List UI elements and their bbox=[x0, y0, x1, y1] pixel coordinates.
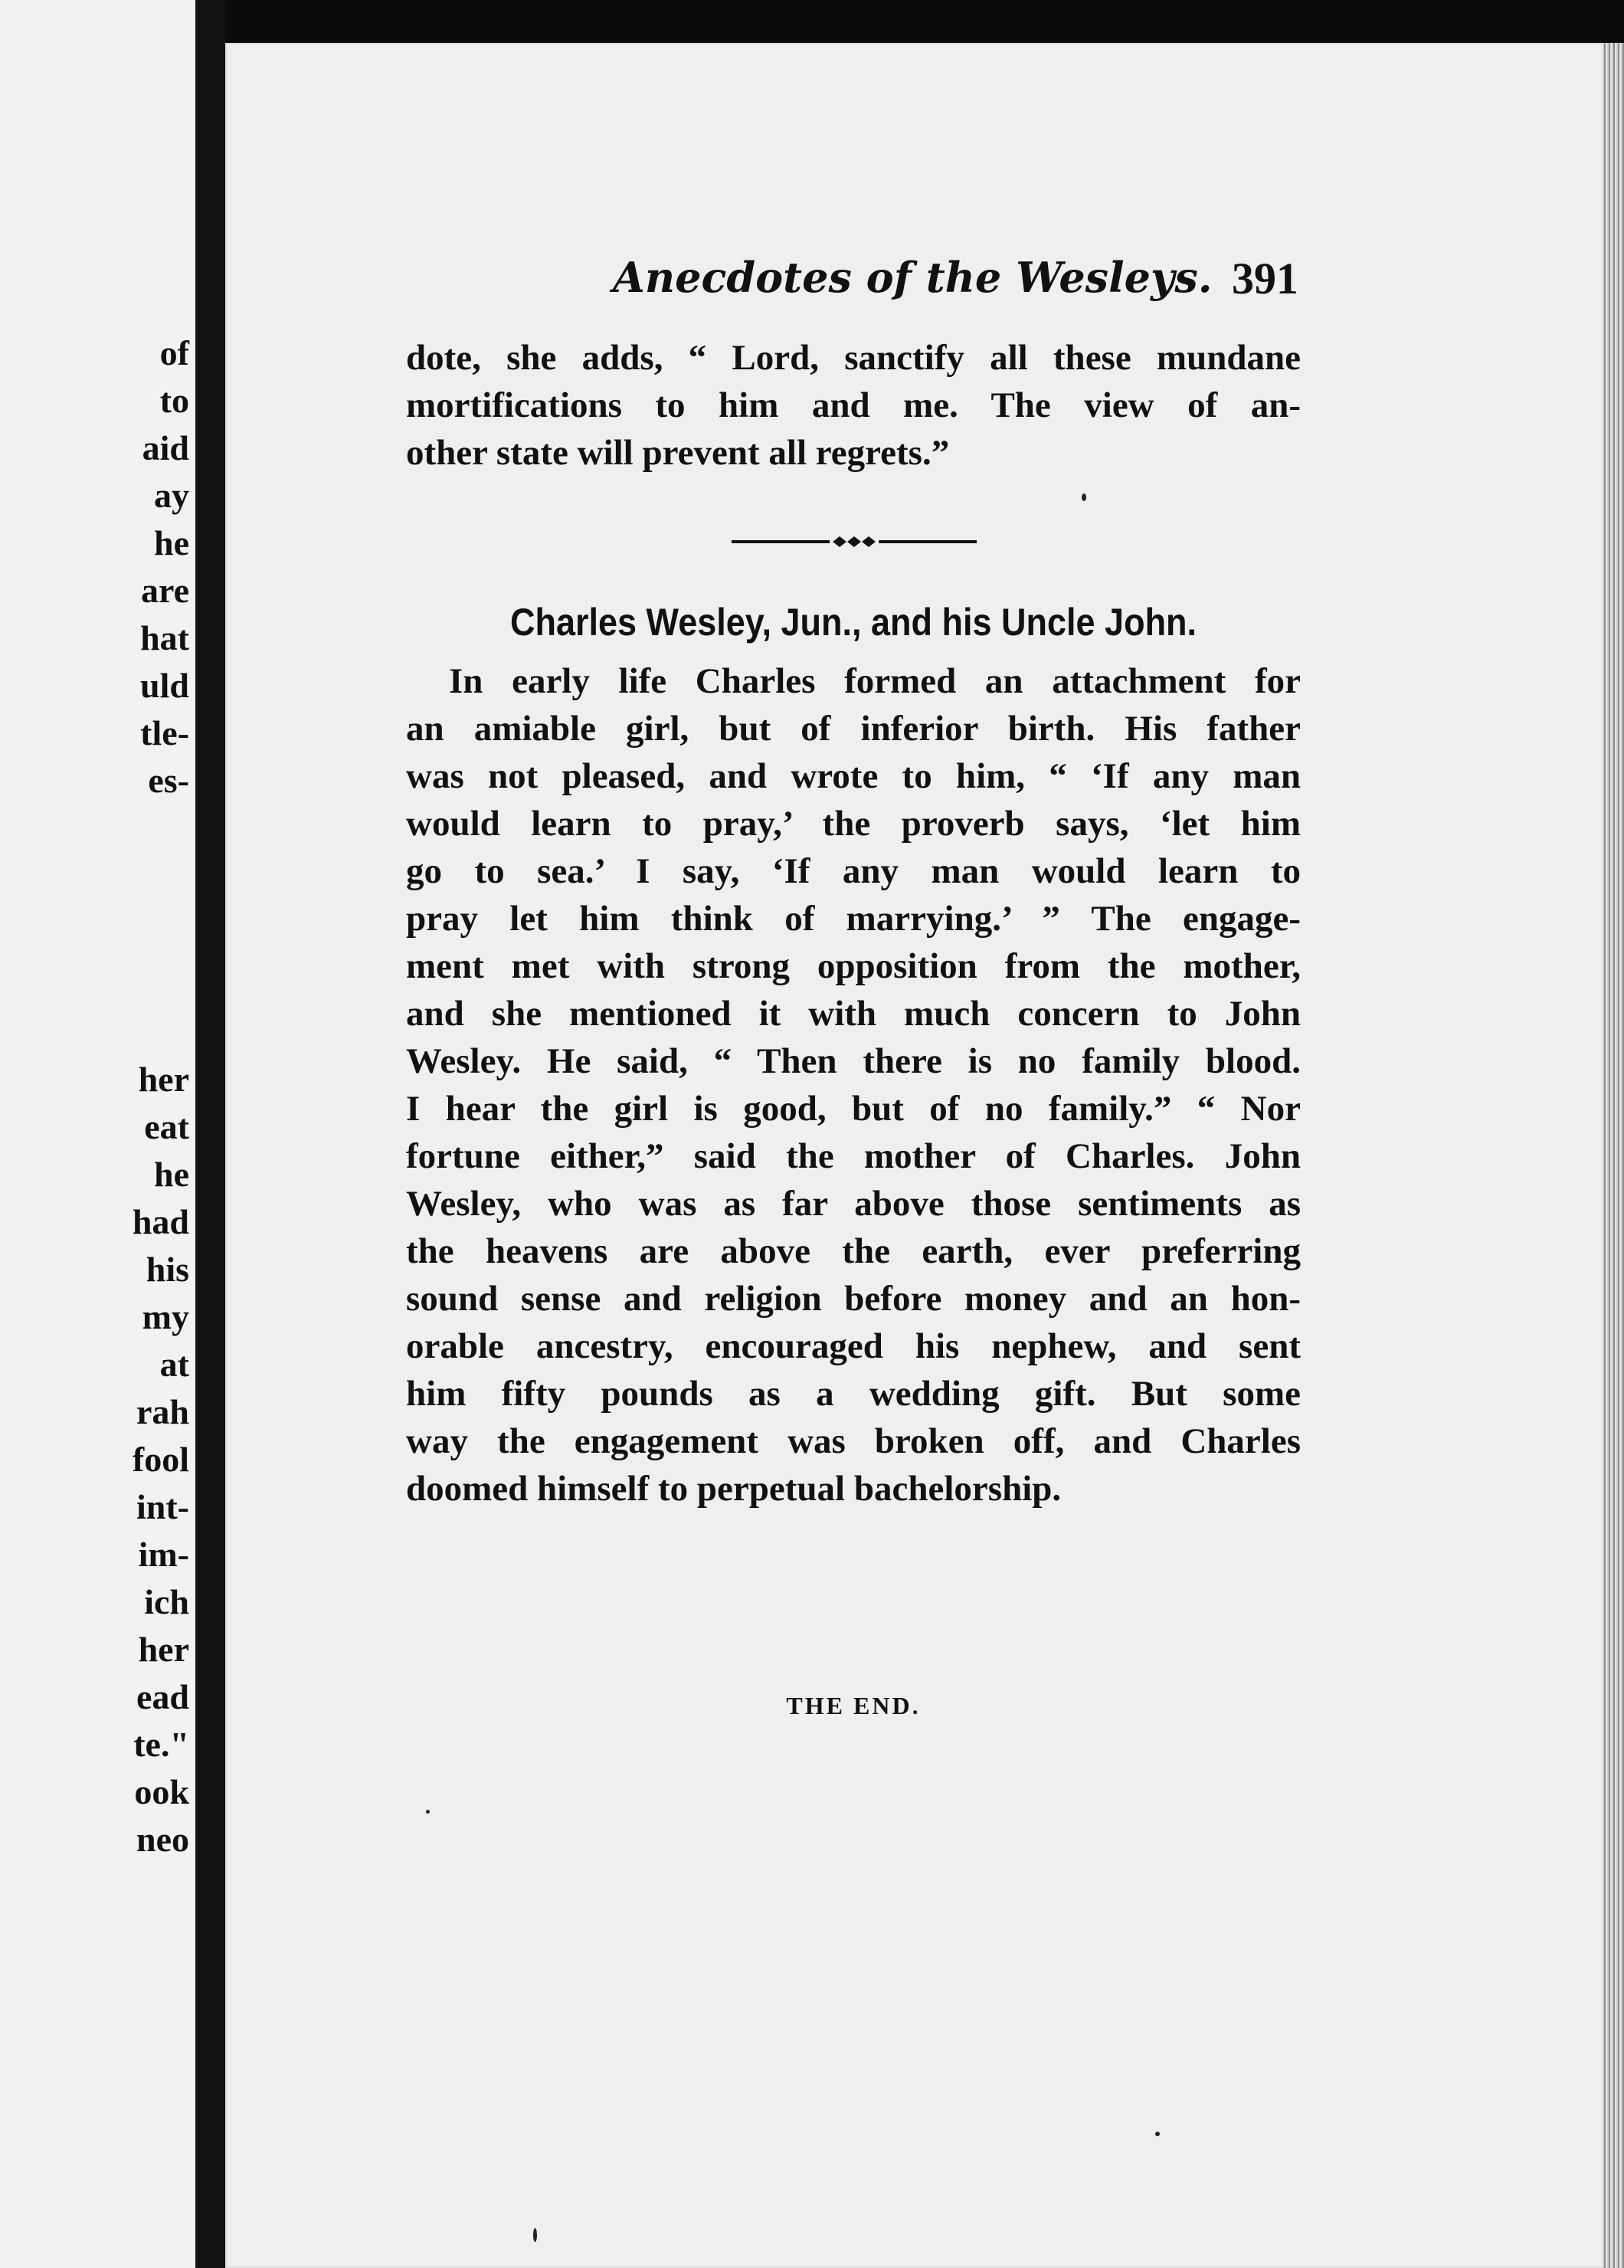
left-page-fragment: ich bbox=[144, 1582, 189, 1621]
the-end: THE END. bbox=[786, 1692, 921, 1719]
left-page-fragment: her bbox=[138, 1630, 189, 1669]
text-line: mortifications to him and me. The view of an- bbox=[406, 385, 1301, 425]
text-line: dote, she adds, “ Lord, sanctify all these mundane bbox=[406, 338, 1301, 378]
left-page-fragment: es- bbox=[148, 761, 189, 800]
text-line: I hear the girl is good, but of no family.” “ Nor bbox=[406, 1089, 1301, 1129]
left-page-fragment: at bbox=[159, 1345, 189, 1384]
left-page-fragment: my bbox=[142, 1297, 189, 1336]
left-page-fragment: to bbox=[159, 381, 189, 420]
left-page-fragment: fool bbox=[132, 1440, 189, 1479]
text-line: other state will prevent all regrets.” bbox=[406, 433, 950, 473]
text-line: him fifty pounds as a wedding gift. But some bbox=[406, 1374, 1301, 1414]
ink-speck bbox=[1155, 2132, 1160, 2136]
page-header bbox=[613, 253, 1302, 306]
left-page-fragment: aid bbox=[142, 428, 189, 467]
left-page-fragment: of bbox=[159, 333, 189, 372]
text-line: fortune either,” said the mother of Charles. John bbox=[406, 1136, 1301, 1176]
left-page-fragment: rah bbox=[136, 1392, 189, 1431]
text-line: orable ancestry, encouraged his nephew, and sent bbox=[406, 1326, 1301, 1366]
text-line: ment met with strong opposition from the mother, bbox=[406, 946, 1301, 986]
text-line: go to sea.’ I say, ‘If any man would learn to bbox=[406, 851, 1301, 891]
left-page-fragment: her bbox=[138, 1060, 189, 1099]
text-line: doomed himself to perpetual bachelorship. bbox=[406, 1469, 1062, 1509]
left-page-fragment: ead bbox=[136, 1677, 189, 1716]
ink-speck bbox=[426, 1810, 430, 1814]
page-edges bbox=[1603, 43, 1624, 2268]
left-page-fragment: hat bbox=[140, 618, 189, 657]
text-line: In early life Charles formed an attachment for bbox=[449, 661, 1301, 701]
text-line: was not pleased, and wrote to him, “ ‘If any man bbox=[406, 756, 1301, 796]
text-line: way the engagement was broken off, and Charles bbox=[406, 1421, 1301, 1461]
left-page-fragment: ay bbox=[154, 476, 189, 515]
left-page-fragment: tle- bbox=[140, 713, 189, 752]
text-line: and she mentioned it with much concern to John bbox=[406, 994, 1301, 1034]
left-page-fragment: im- bbox=[138, 1535, 189, 1574]
left-page-fragment: his bbox=[146, 1250, 189, 1289]
text-line: Wesley. He said, “ Then there is no family blood. bbox=[406, 1041, 1301, 1081]
left-page-fragment: int- bbox=[136, 1487, 189, 1526]
text-line: an amiable girl, but of inferior birth. His father bbox=[406, 709, 1301, 749]
text-line: pray let him think of marrying.’ ” The engage- bbox=[406, 899, 1301, 939]
left-page-fragment: he bbox=[154, 1155, 189, 1194]
text-line: would learn to pray,’ the proverb says, ‘let him bbox=[406, 804, 1301, 844]
section-paragraph bbox=[406, 657, 1301, 1513]
left-page-fragment: te." bbox=[133, 1725, 189, 1764]
left-page-fragment: he bbox=[154, 523, 189, 562]
book-gutter bbox=[198, 0, 225, 2268]
left-page-fragment: eat bbox=[144, 1107, 189, 1146]
left-page-fragment: uld bbox=[140, 666, 189, 705]
section-heading: Charles Wesley, Jun., and his Uncle John. bbox=[509, 601, 1197, 644]
running-head: Anecdotes of the Wesleys. bbox=[613, 253, 1213, 302]
text-line: sound sense and religion before money and an hon- bbox=[406, 1279, 1301, 1319]
ink-speck bbox=[1082, 493, 1086, 501]
opening-paragraph bbox=[406, 334, 1301, 477]
ink-speck bbox=[533, 2228, 537, 2242]
left-page-fragment: neo bbox=[136, 1820, 189, 1859]
left-page-fragment: had bbox=[132, 1202, 189, 1241]
left-page-fragment: are bbox=[140, 571, 189, 610]
ornamental-rule bbox=[732, 534, 977, 549]
text-line: the heavens are above the earth, ever preferring bbox=[406, 1231, 1301, 1271]
left-facing-page bbox=[0, 0, 198, 2268]
left-page-fragment: ook bbox=[134, 1772, 189, 1811]
text-line: Wesley, who was as far above those sentiments as bbox=[406, 1184, 1301, 1224]
page-number: 391 bbox=[1232, 254, 1298, 303]
